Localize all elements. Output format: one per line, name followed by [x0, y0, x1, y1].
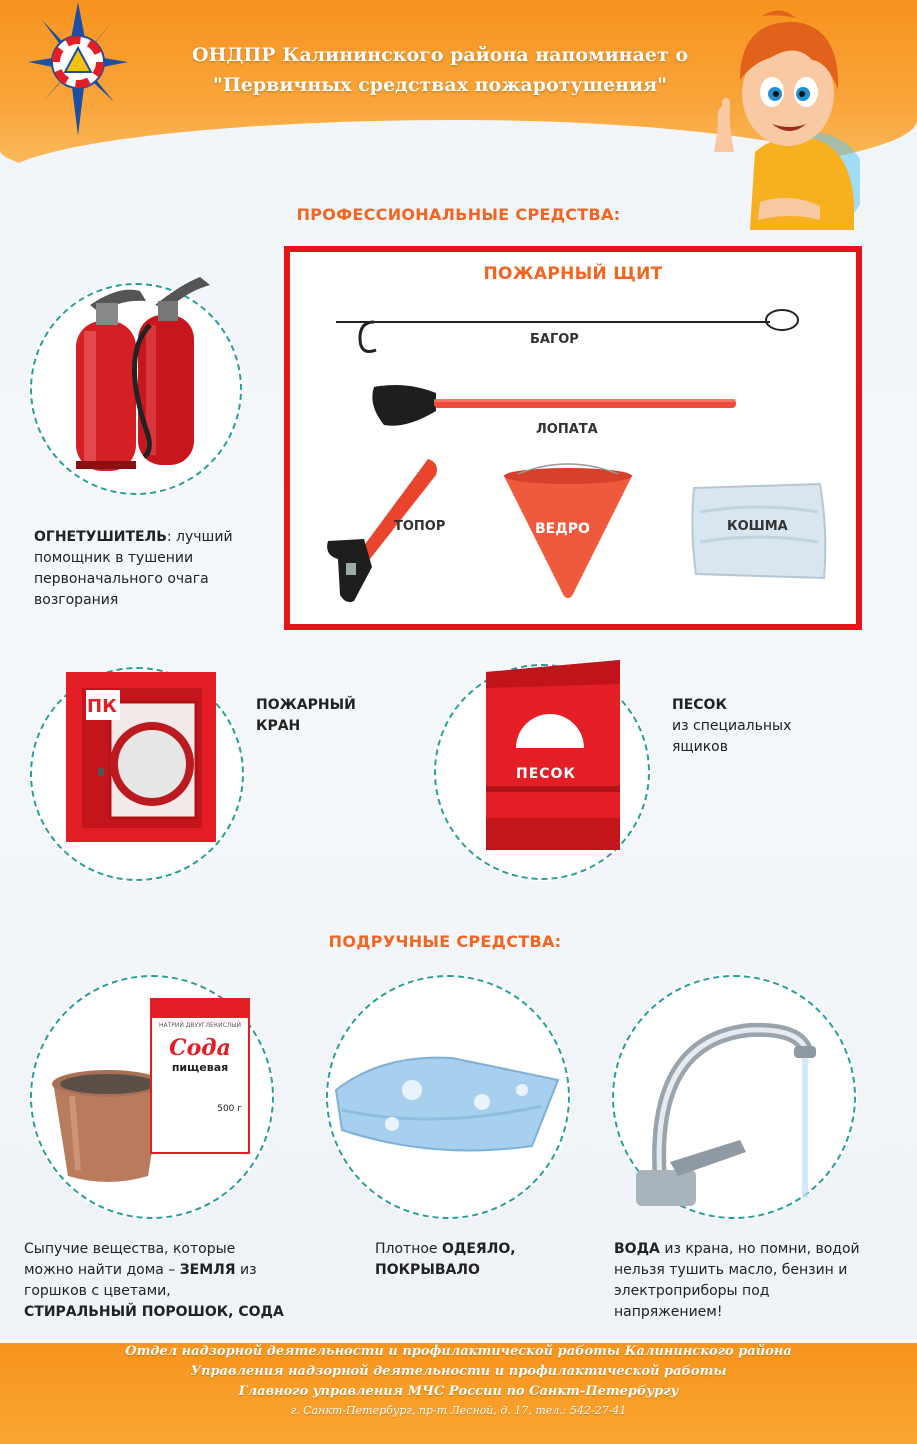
bulk-line-2c: из [235, 1262, 257, 1278]
sand-bold: ПЕСОК [672, 697, 727, 713]
blanket-caption [375, 1239, 516, 1281]
soda-weight: 500 г [217, 1104, 242, 1114]
bulk-line-2a: можно найти дома – [24, 1262, 180, 1278]
water-line-2: нельзя тушить масло, бензин и [614, 1262, 848, 1278]
emergency-emblem-icon [28, 2, 128, 136]
hydrant-box-label: ПК [87, 696, 117, 717]
page-title [150, 40, 730, 100]
water-line-1 [614, 1239, 860, 1260]
extinguisher-bold: ОГНЕТУШИТЕЛЬ [34, 529, 167, 545]
water-line-1-text: из крана, но помни, водой [659, 1241, 860, 1257]
fire-shield-title: ПОЖАРНЫЙ ЩИТ [483, 264, 663, 284]
bulk-line-3: горшков с цветами, [24, 1283, 171, 1299]
fire-hydrant-cabinet-icon [62, 668, 222, 848]
water-line-4: напряжением! [614, 1304, 723, 1320]
bulk-line-2 [24, 1260, 284, 1281]
sand-line-3: ящиков [672, 739, 728, 755]
bulk-line-2b: ЗЕМЛЯ [179, 1262, 236, 1278]
blanket-icon [332, 1050, 562, 1160]
footer-line-1: Отдел надзорной деятельности и профилактической работы Калининского района [125, 1344, 792, 1359]
bulk-line-1: Сыпучие вещества, которые [24, 1241, 236, 1257]
faucet-icon [630, 1010, 830, 1210]
fire-hook-icon [330, 300, 802, 360]
fire-extinguisher-icon [60, 265, 220, 480]
soda-brand: Сода [169, 1035, 231, 1061]
blanket-line-1a: Плотное [375, 1241, 442, 1257]
improvised-section-title: ПОДРУЧНЫЕ СРЕДСТВА: [328, 932, 562, 951]
soda-sub: пищевая [171, 1061, 229, 1074]
shovel-label: ЛОПАТА [536, 422, 598, 437]
soda-top-text: НАТРИЙ ДВУУГЛЕКИСЛЫЙ [158, 1022, 242, 1029]
sand-caption [672, 695, 791, 758]
hydrant-line-2: КРАН [256, 718, 301, 734]
footer-line-3: Главного управления МЧС России по Санкт-Петербургу [238, 1384, 679, 1399]
footer-address: г. Санкт-Петербург, пр-т Лесной, д. 17, тел.: 542-27-41 [290, 1404, 627, 1417]
sand-box-icon [470, 656, 632, 862]
water-bold: ВОДА [614, 1241, 660, 1257]
water-caption [614, 1239, 860, 1323]
hydrant-caption [256, 695, 356, 737]
boy-mascot-icon [700, 2, 860, 230]
professional-section-title: ПРОФЕССИОНАЛЬНЫЕ СРЕДСТВА: [296, 205, 621, 224]
sand-line-2: из специальных [672, 718, 792, 734]
bulk-line-4: СТИРАЛЬНЫЙ ПОРОШОК, СОДА [24, 1304, 284, 1320]
blanket-line-2: ПОКРЫВАЛО [375, 1262, 480, 1278]
extinguisher-text: : лучший помощник в тушении первоначального очага возгорания [34, 529, 233, 608]
bulk-caption [24, 1239, 284, 1323]
sand-box-label: ПЕСОК [516, 766, 576, 782]
water-line-3: электроприборы под [614, 1283, 770, 1299]
axe-label: ТОПОР [394, 519, 446, 534]
blanket-line-1 [375, 1239, 516, 1260]
title-line-2: "Первичных средствах пожаротушения" [212, 74, 668, 96]
title-line-1: ОНДПР Калининского района напоминает о [191, 44, 689, 66]
bucket-label: ВЕДРО [535, 521, 590, 537]
footer-line-2: Управления надзорной деятельности и профилактической работы [190, 1364, 727, 1379]
felt-label: КОШМА [727, 519, 788, 534]
hydrant-line-1: ПОЖАРНЫЙ [256, 697, 356, 713]
extinguisher-caption [34, 527, 249, 611]
blanket-line-1b: ОДЕЯЛО, [441, 1241, 516, 1257]
soda-box [150, 998, 250, 1154]
hook-label: БАГОР [530, 332, 579, 347]
